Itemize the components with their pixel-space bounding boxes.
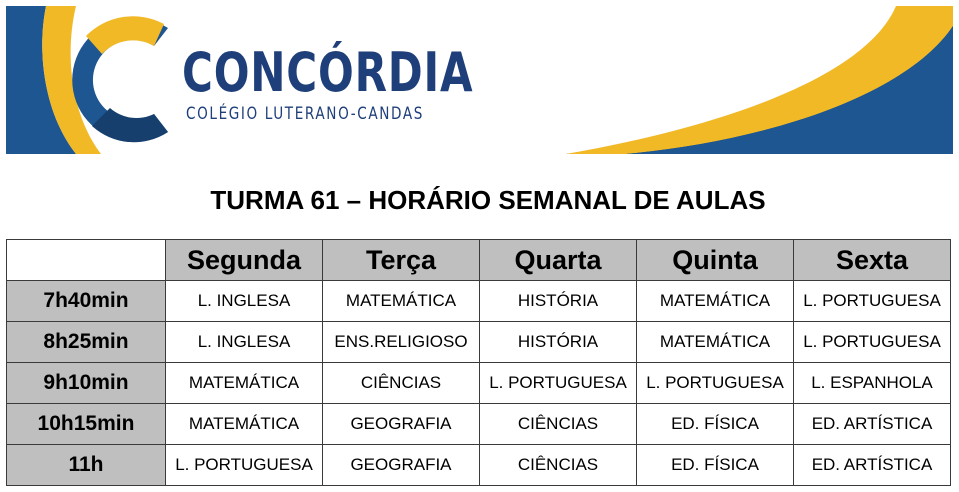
time-cell: 8h25min [7,322,166,363]
table-row [7,363,951,404]
page-title: TURMA 61 – HORÁRIO SEMANAL DE AULAS [210,185,766,215]
day-header-sexta: Sexta [794,240,951,281]
table-row [7,322,951,363]
class-cell: GEOGRAFIA [323,445,480,486]
table-row [7,281,951,322]
time-cell: 7h40min [7,281,166,322]
class-cell: ENS.RELIGIOSO [323,322,480,363]
class-cell: MATEMÁTICA [323,281,480,322]
class-cell: L. ESPANHOLA [794,363,951,404]
brand-subtitle: COLÉGIO LUTERANO-CANDAS [186,104,425,124]
class-cell: L. INGLESA [166,281,323,322]
class-cell: MATEMÁTICA [166,404,323,445]
class-cell: GEOGRAFIA [323,404,480,445]
class-cell: ED. ARTÍSTICA [794,445,951,486]
schedule-table [6,239,951,486]
time-cell: 9h10min [7,363,166,404]
day-header-segunda: Segunda [166,240,323,281]
class-cell: HISTÓRIA [480,281,637,322]
header-row [7,240,951,281]
class-cell: L. INGLESA [166,322,323,363]
table-row [7,445,951,486]
class-cell: MATEMÁTICA [166,363,323,404]
class-cell: L. PORTUGUESA [480,363,637,404]
class-cell: MATEMÁTICA [637,281,794,322]
class-cell: L. PORTUGUESA [794,281,951,322]
time-cell: 10h15min [7,404,166,445]
brand-name: CONCÓRDIA [182,41,474,104]
class-cell: ED. FÍSICA [637,404,794,445]
class-cell: L. PORTUGUESA [166,445,323,486]
corner-cell [7,240,166,281]
class-cell: MATEMÁTICA [637,322,794,363]
class-cell: L. PORTUGUESA [637,363,794,404]
class-cell: CIÊNCIAS [480,445,637,486]
banner-background [6,6,953,154]
class-cell: ED. FÍSICA [637,445,794,486]
class-cell: ED. ARTÍSTICA [794,404,951,445]
header-banner [6,6,953,154]
class-cell: CIÊNCIAS [323,363,480,404]
class-cell: L. PORTUGUESA [794,322,951,363]
day-header-terca: Terça [323,240,480,281]
class-cell: HISTÓRIA [480,322,637,363]
time-cell: 11h [7,445,166,486]
day-header-quinta: Quinta [637,240,794,281]
table-row [7,404,951,445]
class-cell: CIÊNCIAS [480,404,637,445]
day-header-quarta: Quarta [480,240,637,281]
